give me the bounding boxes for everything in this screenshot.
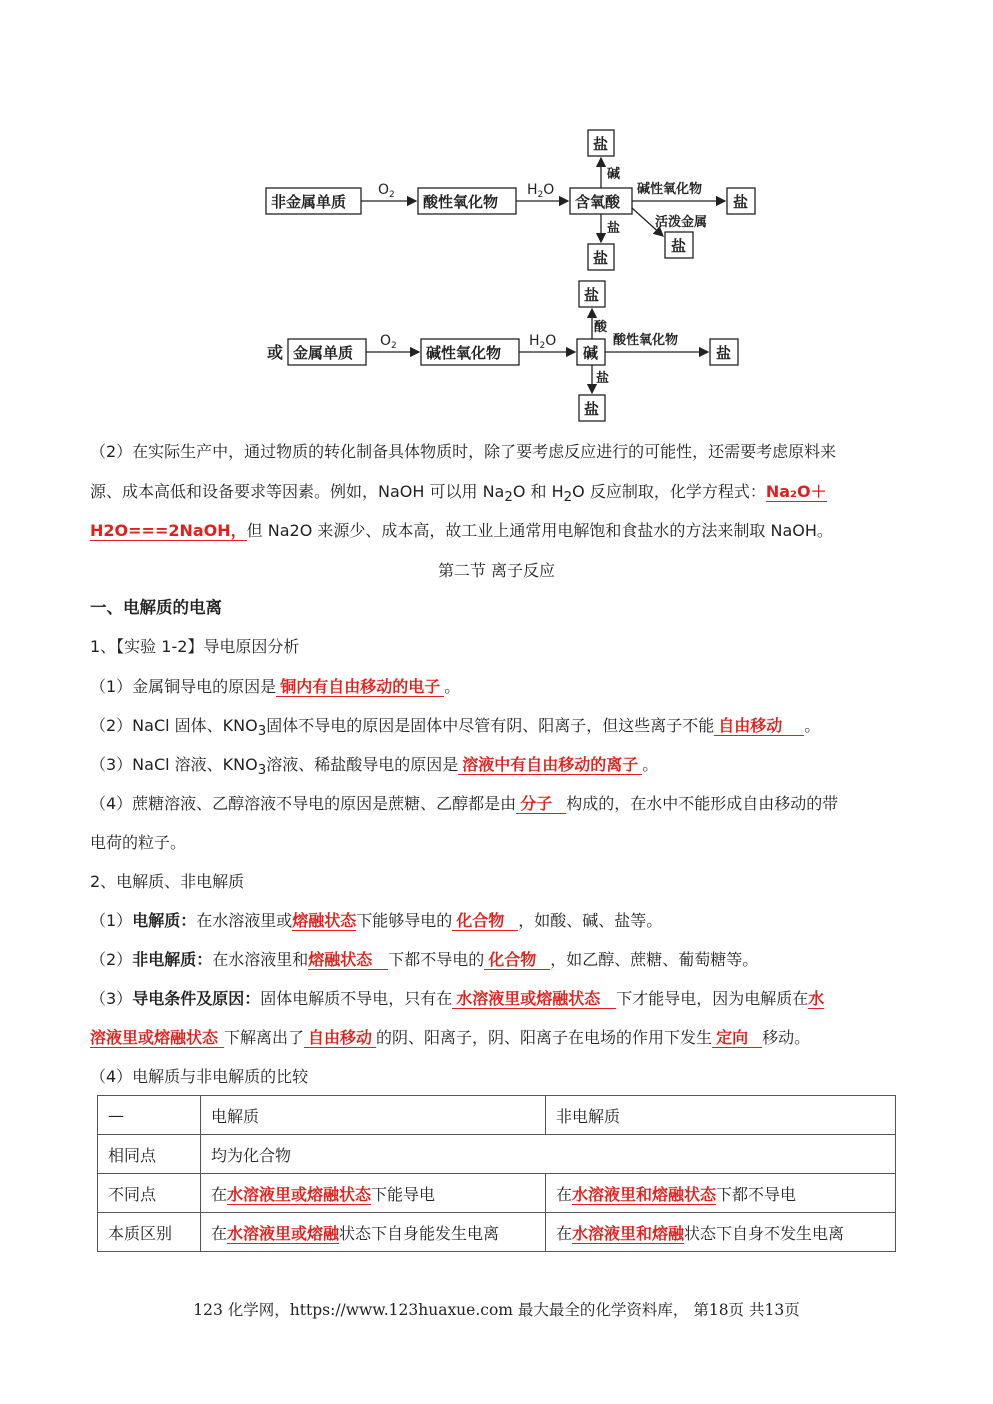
comparison-title: （4）电解质与非电解质的比较 [90, 1067, 309, 1086]
conduction-conditions-cont: 溶液里或熔融状态 下解离出了 自由移动 的阴、阳离子，阴、阳离子在电场的作用下发生 定向 移动。 [90, 1028, 811, 1047]
reagent-h2o: $H_2O$ [527, 182, 555, 200]
label-salt: 盐 [671, 237, 687, 255]
table-header: 电解质 [201, 1096, 546, 1135]
definition-nonelectrolyte: （2）非电解质：在水溶液里和熔融状态 下都不导电的 化合物 ，如乙醇、蔗糖、葡萄糖等。 [90, 950, 759, 969]
reagent-o2: $O_2$ [378, 182, 395, 200]
question-2: （2）NaCl 固体、$KNO_3$固体不导电的原因是固体中尽管有阴、阳离子，但这些离子不能 自由移动 。 [90, 716, 821, 740]
conduction-conditions: （3）导电条件及原因：固体电解质不导电，只有在 水溶液里或熔融状态 下才能导电，因为电解质在水 [90, 989, 825, 1008]
answer-blank: 水溶液里或熔融状态 [452, 989, 616, 1009]
label-salt: 盐 [733, 193, 749, 211]
answer-equation-part1: Na₂O＋ [765, 482, 827, 501]
table-cell: 相同点 [98, 1135, 201, 1174]
label-acid-oxide: 酸性氧化物 [423, 193, 499, 211]
para2-line1: （2）在实际生产中，通过物质的转化制备具体物质时，除了要考虑反应进行的可能性，还需要考虑原料来 [90, 442, 837, 461]
reagent-h2o: $H_2O$ [529, 333, 557, 351]
arrow-label-active-metal: 活泼金属 [655, 215, 708, 230]
page-footer: 123 化学网，https://www.123huaxue.com 最大最全的化学资料库， 第18页 共13页 [193, 1301, 800, 1319]
conversion-diagram [255, 128, 775, 428]
answer-blank: 自由移动 [304, 1028, 376, 1048]
table-header: 非电解质 [546, 1096, 896, 1135]
table-cell: 在水溶液里和熔融状态下自身不发生电离 [546, 1213, 896, 1252]
table-cell: 在水溶液里或熔融状态下自身能发生电离 [201, 1213, 546, 1252]
heading-electrolyte-ionization: 一、电解质的电离 [90, 598, 222, 617]
arrow-label-salt: 盐 [596, 371, 610, 386]
table-row [98, 1135, 896, 1174]
answer-blank: 自由移动 [714, 716, 804, 736]
table-cell: 均为化合物 [201, 1135, 896, 1174]
table-cell: 在水溶液里或熔融状态下能导电 [201, 1174, 546, 1213]
answer-blank: 熔融状态 [308, 950, 388, 970]
answer-equation-part2: H2O===2NaOH， [90, 521, 247, 540]
answer-blank: 铜内有自由移动的电子 [276, 677, 444, 697]
comparison-table [97, 1095, 896, 1252]
arrow-label-acid-oxide: 酸性氧化物 [613, 333, 679, 348]
label-nonmetal: 非金属单质 [271, 193, 347, 211]
answer-blank: 溶液里或熔融状态 [90, 1028, 224, 1048]
answer-blank: 溶液中有自由移动的离子 [458, 755, 642, 775]
answer-blank: 分子 [516, 794, 566, 814]
label-metal: 金属单质 [293, 344, 354, 362]
reagent-o2: $O_2$ [380, 333, 397, 351]
question-4-cont: 电荷的粒子。 [90, 833, 187, 852]
table-cell: 本质区别 [98, 1213, 201, 1252]
section-2-title: 2、电解质、非电解质 [90, 872, 245, 891]
question-1: （1）金属铜导电的原因是 铜内有自由移动的电子 。 [90, 677, 461, 696]
question-3: （3）NaCl 溶液、$KNO_3$溶液、稀盐酸导电的原因是 溶液中有自由移动的离子 。 [90, 755, 659, 779]
table-row [98, 1096, 896, 1135]
table-header: — [98, 1096, 201, 1135]
label-or: 或 [267, 343, 284, 362]
table-cell: 在水溶液里和熔融状态下都不导电 [546, 1174, 896, 1213]
label-salt: 盐 [593, 135, 609, 153]
section-title: 第二节 离子反应 [437, 561, 556, 580]
answer-blank: 水 [808, 989, 825, 1008]
para2-line2: 源、成本高低和设备要求等因素。例如，NaOH 可以用 $Na_2O$ 和 $H_2O$ 反应制取，化学方程式：Na₂O＋ [90, 482, 827, 506]
experiment-title: 1、【实验 1-2】导电原因分析 [90, 637, 300, 656]
label-oxyacid: 含氧酸 [575, 193, 621, 211]
label-basic-oxide: 碱性氧化物 [426, 344, 502, 362]
answer-blank: 化合物 [452, 911, 518, 931]
answer-blank: 化合物 [484, 950, 550, 970]
table-row [98, 1174, 896, 1213]
answer-blank: 定向 [712, 1028, 762, 1048]
label-salt: 盐 [584, 286, 600, 304]
label-base: 碱 [583, 344, 599, 362]
definition-electrolyte: （1）电解质：在水溶液里或熔融状态下能够导电的 化合物 ，如酸、碱、盐等。 [90, 911, 663, 930]
table-row [98, 1213, 896, 1252]
label-salt: 盐 [716, 344, 732, 362]
arrow-label-basic-oxide: 碱性氧化物 [637, 182, 703, 197]
label-salt: 盐 [584, 400, 600, 418]
table-cell: 不同点 [98, 1174, 201, 1213]
question-4: （4）蔗糖溶液、乙醇溶液不导电的原因是蔗糖、乙醇都是由 分子 构成的，在水中不能形成自由移动的带 [90, 794, 839, 813]
arrow-label-salt: 盐 [607, 221, 621, 236]
arrow-label-base: 碱 [607, 167, 621, 182]
arrow-label-acid: 酸 [594, 320, 608, 335]
label-salt: 盐 [593, 249, 609, 267]
para2-line3: H2O===2NaOH，但 Na2O 来源少、成本高，故工业上通常用电解饱和食盐水的方法来制取 NaOH。 [90, 521, 833, 540]
answer-blank: 熔融状态 [292, 911, 357, 930]
